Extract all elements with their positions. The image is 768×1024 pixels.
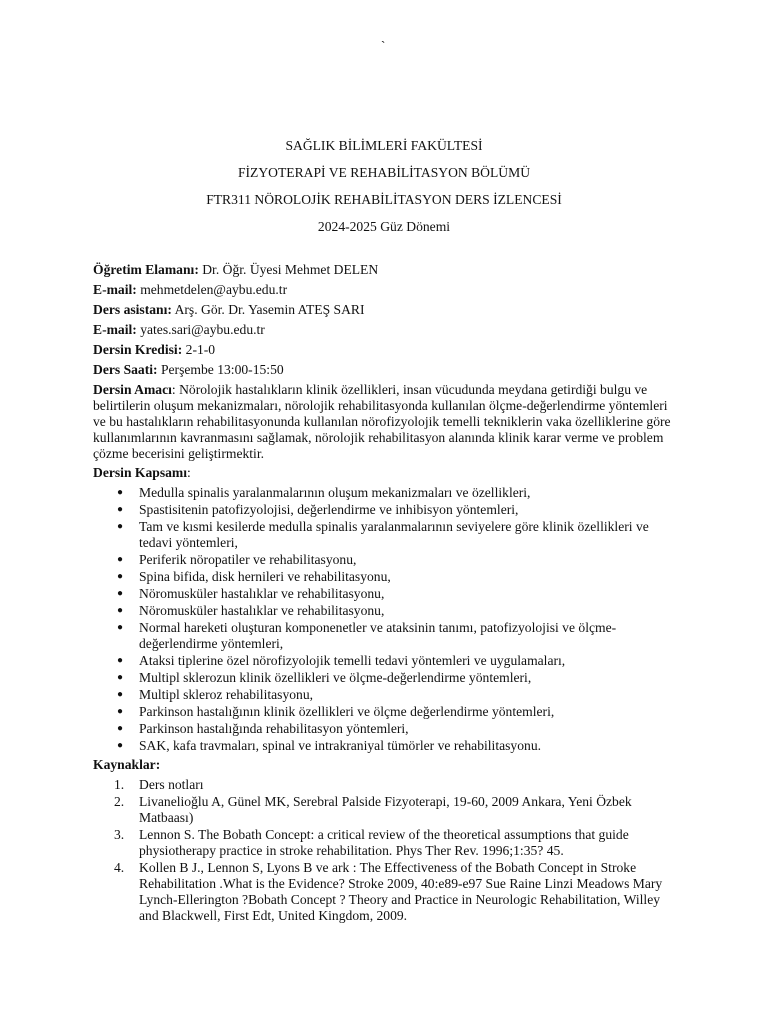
instructor-value: Dr. Öğr. Üyesi Mehmet DELEN — [198, 262, 379, 277]
bullet-icon: ● — [117, 689, 124, 700]
list-item — [93, 704, 675, 720]
semester-title: 2024-2025 Güz Dönemi — [317, 219, 451, 234]
assistant-field — [93, 302, 675, 318]
reference-item — [93, 777, 675, 793]
instructor-email-value: mehmetdelen@aybu.edu.tr — [136, 282, 288, 297]
scope-item-text: Ataksi tiplerine özel nörofizyolojik temelli tedavi yöntemleri ve uygulamaları, — [139, 653, 566, 668]
bullet-icon: ● — [117, 588, 124, 599]
instructor-field — [93, 262, 675, 278]
references-list — [93, 777, 675, 924]
list-item — [93, 653, 675, 669]
credit-label: Dersin Kredisi: — [93, 342, 183, 357]
bullet-icon: ● — [117, 740, 124, 751]
scope-item-text: SAK, kafa travmaları, spinal ve intrakraniyal tümörler ve rehabilitasyonu. — [139, 738, 542, 753]
scope-label: Dersin Kapsamı — [93, 465, 188, 480]
reference-text: Kollen B J., Lennon S, Lyons B ve ark : The Effectiveness of the Bobath Concept in Stroke Rehabilitation .What is the Evidence? Stroke 2009, 40:e89-e97 Sue Raine Linzi Meadows Mary Lynch-Ellerington ?Bobath Concept ? Theory and Practice in Neurologic Rehabilitation, Willey and Blackwell, First Edt, United Kingdom, 2009. — [139, 860, 663, 923]
reference-item — [93, 860, 675, 924]
assistant-email-value: yates.sari@aybu.edu.tr — [136, 322, 265, 337]
course-title: FTR311 NÖROLOJİK REHABİLİTASYON DERS İZLENCESİ — [206, 192, 562, 207]
scope-item-text: Nöromusküler hastalıklar ve rehabilitasyonu, — [139, 586, 385, 601]
list-item — [93, 670, 675, 686]
syllabus-body — [93, 262, 675, 925]
hours-field — [93, 362, 675, 378]
scope-item-text: Multipl sklerozun klinik özellikleri ve ölçme-değerlendirme yöntemleri, — [139, 670, 532, 685]
scope-item-text: Multipl skleroz rehabilitasyonu, — [139, 687, 314, 702]
reference-number: 3. — [114, 827, 125, 842]
instructor-email-label: E-mail: — [93, 282, 137, 297]
assistant-email-label: E-mail: — [93, 322, 137, 337]
list-item — [93, 519, 675, 551]
scope-item-text: Nöromusküler hastalıklar ve rehabilitasyonu, — [139, 603, 385, 618]
hours-label: Ders Saati: — [93, 362, 158, 377]
reference-item — [93, 827, 675, 859]
list-item — [93, 485, 675, 501]
list-item — [93, 502, 675, 518]
scope-item-text: Periferik nöropatiler ve rehabilitasyonu, — [139, 552, 357, 567]
scope-colon: : — [187, 465, 191, 480]
references-heading: Kaynaklar: — [93, 757, 161, 772]
course-aim — [93, 382, 675, 462]
scope-list — [93, 485, 675, 754]
reference-item — [93, 794, 675, 826]
list-item — [93, 569, 675, 585]
aim-text: : Nörolojik hastalıkların klinik özellikleri, insan vücudunda meydana getirdiği bulgu ve belirtilerin oluşum mekanizmaları, nörolojik rehabilitasyonda kullanılan ölçme-değerlendirme yöntemleri ve bu hastalıkların rehabilitasyonunda kullanılan nörofizyolojik temelli tekniklerin vaka özelliklerine göre kullanımlarının kavranmasını sağlamak, nörolojik rehabilitasyon alanında klinik karar verme ve problem çözme becerisini geliştirmektir. — [93, 382, 671, 461]
bullet-icon: ● — [117, 571, 124, 582]
scope-item-text: Medulla spinalis yaralanmalarının oluşum mekanizmaları ve özellikleri, — [139, 485, 531, 500]
bullet-icon: ● — [117, 655, 124, 666]
scope-heading — [93, 465, 675, 481]
bullet-icon: ● — [117, 554, 124, 565]
instructor-email-field — [93, 282, 675, 298]
bullet-icon: ● — [117, 622, 124, 633]
list-item — [93, 738, 675, 754]
list-item — [93, 603, 675, 619]
reference-number: 1. — [114, 777, 125, 792]
scope-item-text: Tam ve kısmi kesilerde medulla spinalis yaralanmalarının seviyelere göre klinik özellikleri ve tedavi yöntemleri, — [139, 519, 649, 550]
scope-item-text: Parkinson hastalığında rehabilitasyon yöntemleri, — [139, 721, 409, 736]
bullet-icon: ● — [117, 605, 124, 616]
bullet-icon: ● — [117, 706, 124, 717]
list-item — [93, 586, 675, 602]
list-item — [93, 552, 675, 568]
assistant-label: Ders asistanı: — [93, 302, 172, 317]
reference-text: Lennon S. The Bobath Concept: a critical review of the theoretical assumptions that guide physiotherapy practice in stroke rehabilitation. Phys Ther Rev. 1996;1:35? 45. — [139, 827, 629, 858]
bullet-icon: ● — [117, 521, 124, 532]
faculty-title: SAĞLIK BİLİMLERİ FAKÜLTESİ — [285, 138, 483, 153]
list-item — [93, 620, 675, 652]
bullet-icon: ● — [117, 672, 124, 683]
department-title: FİZYOTERAPİ VE REHABİLİTASYON BÖLÜMÜ — [237, 165, 531, 180]
reference-number: 4. — [114, 860, 125, 875]
credit-field — [93, 342, 675, 358]
assistant-value: Arş. Gör. Dr. Yasemin ATEŞ SARI — [171, 302, 365, 317]
scope-item-text: Parkinson hastalığının klinik özellikleri ve ölçme değerlendirme yöntemleri, — [139, 704, 555, 719]
list-item — [93, 721, 675, 737]
bullet-icon: ● — [117, 487, 124, 498]
scope-item-text: Spastisitenin patofizyolojisi, değerlendirme ve inhibisyon yöntemleri, — [139, 502, 519, 517]
aim-label: Dersin Amacı — [93, 382, 172, 397]
scope-item-text: Normal hareketi oluşturan komponenetler ve ataksinin tanımı, patofizyolojisi ve ölçme-değerlendirme yöntemleri, — [139, 620, 617, 651]
reference-text: Ders notları — [139, 777, 204, 792]
list-item — [93, 687, 675, 703]
credit-value: 2-1-0 — [182, 342, 216, 357]
bullet-icon: ● — [117, 723, 124, 734]
scope-item-text: Spina bifida, disk hernileri ve rehabilitasyonu, — [139, 569, 391, 584]
hours-value: Perşembe 13:00-15:50 — [157, 362, 284, 377]
bullet-icon: ● — [117, 504, 124, 515]
instructor-label: Öğretim Elamanı: — [93, 262, 199, 277]
reference-number: 2. — [114, 794, 125, 809]
reference-text: Livanelioğlu A, Günel MK, Serebral Palside Fizyoterapi, 19-60, 2009 Ankara, Yeni Özbek Matbaası) — [139, 794, 632, 825]
tick-mark: ` — [381, 38, 386, 53]
assistant-email-field — [93, 322, 675, 338]
